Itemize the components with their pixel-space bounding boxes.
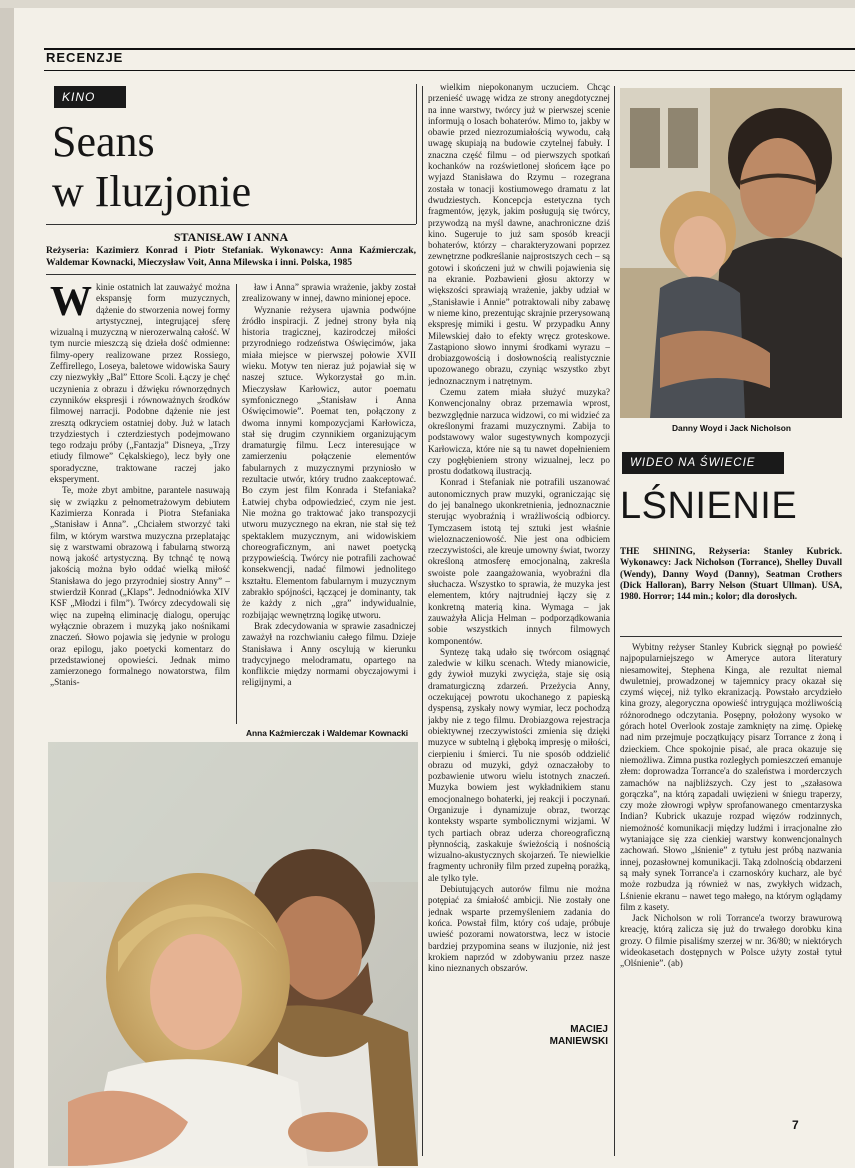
article2-credits: THE SHINING, Reżyseria: Stanley Kubrick. Wykonawcy: Jack Nicholson (Torrance), Shelley Duvall (Wendy), Danny Woyd (Danny), Seatman Crothers (Dick Halloran), Barry Nelson (Stuart Ullman). USA, 1980. Horror; 144 min.; kolor; dla dorosłych. [620,546,842,602]
author-first-name: MACIEJ [570,1024,608,1035]
paragraph: ław i Anna” sprawia wrażenie, jakby został zrealizowany w innej, dawno minionej epoce. [242,282,416,304]
article1-column-1-text [50,282,230,689]
film-still-photo-couple [48,742,418,1166]
article1-column-3 [428,82,610,1017]
paragraph: wielkim niepokonanym uczuciem. Chcąc przenieść uwagę widza ze strony anegdotycznej na inne warstwy, twórcy już w pierwszej scenie informują o losach bohaterów. Mimo to, jakby w obawie przed niezrozumiałością wywodu, całą uwagę skupiają na budowie czytelnej fabuły. I znaczna część filmu – od pierwszych spotkań kochanków na rozświetlonej słońcem łące po wyjazd Stanisława do Rzymu – rozegrana została w tonacji kostiumowego dramatu z lat dwudziestych. Koncepcja estetyczna tych fragmentów, język, jakim posługują się twórcy, przywodzą na myśl dawne, anachroniczne dziś kino. Sugeruje to już sam sposób kreacji bohaterów, którzy – charakteryzowani poprzez zewnętrzne podkreślanie najprostszych cech – są gotowi i skończeni już w chwili pojawienia się na ekranie. Pozbawieni głosu aktorzy w większości sprawiają wrażenie, jakby udział w „Stanisławie i Annie” potraktowali niby zabawę w nieme kino, prezentując skrajnie przerysowaną ekspresję mimiki i gestu. W przypadku Anny Milewskiej dało to efekty wręcz groteskowe. Zastąpiono słowo innymi środkami wyrazu – drobiazgowością i dosłownością realistycznie upozowanego obrazu, czyniąc wszystko zbyt jednoznacznym i natrętnym. [428,82,610,386]
article1-author [520,1024,608,1048]
column-divider-1 [236,284,237,724]
paragraph: Czemu zatem miała służyć muzyka? Konwencjonalny obraz przemawia wprost, bezwzględnie narzuca widzowi, co mi widzieć za określonymi frazami muzycznymi. Zabija to podstawowy walor sugestywnych kompozycji Karłowicza, które nie są tu nawet dopełnieniem czy pogłębieniem strony wizualnej, lecz po prostu dodatkową ilustracją. [428,387,610,477]
article1-film-title: STANISŁAW I ANNA [173,230,289,244]
article1-dropcap: W [50,282,92,325]
article2-photo-caption: Danny Woyd i Jack Nicholson [672,423,791,433]
article1-title-line2: w Iluzjonie [52,167,252,216]
section-header: RECENZJE [46,50,124,65]
paragraph: Te, może zbyt ambitne, parantele nasuwają się w związku z pełnometrażowym debiutem Kazimierza Konrada i Piotra Stefaniaka „Stanisław i Anna”. „Chciałem stworzyć taki film, w którym warstwa muzyczna przeplatając się z warstwami obrazową i fabularną stworzą nową jakość artystyczną. By tchnąć tę nową jakością można było oddać wielką miłość Stanisława do jego przyrodniej siostry Anny” – stwierdził Konrad („Klaps”. Jednodniówka XIV KSF „Młodzi i film”). Twórcy zdecydowali się więc na zupełną eliminację dialogu, operując wyłącznie obrazem i muzyką jako nośnikami znaczeń. Słowo pojawia się jedynie w prologu oraz epilogu, jako poetycki komentarz do przedstawionej opowieści. Jednak mimo zamierzonego formalnego nowatorstwa, film „Stanis- [50,485,230,688]
article2-body-text [620,642,842,970]
paragraph: Jack Nicholson w roli Torrance'a tworzy brawurową kreację, którą zalicza się już do trwałego dorobku kina grozy. O filmie pisaliśmy szerzej w nr. 36/80; w niektórych wideokasetach dostępnych w Polsce użyty został tytuł „Olśnienie”. (ab) [620,913,842,969]
paragraph: kinie ostatnich lat zauważyć można ekspansję form muzycznych, dążenie do stworzenia nowej formy artystycznej, integrującej sferę wizualną i muzyczną w nierozerwalną całość. W tym nurcie mieszczą się dzieła dość odmienne: filmy-opery realizowane przez Rossiego, Zeffirellego, Loseya, baletowe widowiska Saury czy niezwykły „Bal” Ettore Scoli. Łączy je chęć uczynienia z obrazu i dźwięku równorzędnych czynników ekspresji i równoważnych środków filmowej narracji. Podobne dążenie nie jest zresztą odkryciem ostatniej doby. Już w latach trzydziestych i czterdziestych podejmowano tego rodzaju próby („Fantazja” Disneya, „Trzy etiudy filmowe” Cękalskiego), lecz były one sporadyczne, traktowane raczej jako eksperyment. [50,282,230,485]
page-number: 7 [792,1118,799,1132]
title-box-bottom-rule [46,224,416,225]
article2-credits-rule [620,636,842,637]
author-last-name: MANIEWSKI [549,1036,608,1047]
credits-rule [46,274,416,275]
column-divider-2 [422,86,423,1156]
paragraph: Wyznanie reżysera ujawnia podwójne źródło inspiracji. Z jednej strony była nią historia tragicznej, kazirodczej miłości przyrodniego rodzeństwa Oświęcimów, jaka miała miejsce w pierwszej połowie XVII wieku. Motyw ten nieraz już pojawiał się w naszej sztuce. Wykorzystał go m.in. Mieczysław Karłowicz, autor poematu symfonicznego „Stanisław i Anna Oświęcimowie”. Poemat ten, połączony z dwoma innymi kompozycjami Karłowicza, stał się drugim czynnikiem organizującym dramaturgię filmu. Lecz interesujące w zamierzeniu połączenie elementów fabularnych z muzycznymi przyniosło w rezultacie utwór, który trudno zaakceptować. Bo czym jest film Konrada i Stefaniaka? Łatwiej chyba odpowiedzieć, czym nie jest. Nie można go traktować jako transpozycji utworu muzycznego na ekran, nie stał się też spektaklem muzycznym, ani widowiskiem choreograficznym, ani nawet poetycką przypowieścią. Twórcy nie potrafili zachować konsekwencji, nadać filmowi jednolitego kształtu. Elementom fabularnym i muzycznym zabrakło spójności, łączącej je dominanty, tak że każdy z nich „gra” indywidualnie, rozbijając wewnętrzną logikę utworu. [242,304,416,620]
paragraph: Debiutujących autorów filmu nie można potępiać za śmiałość ambicji. Nie zostały one jednak wsparte przemyśleniem zadania do końca. Powstał film, który coś udaje, próbuje uwieść pozorami nowatorstwa, lecz w istocie bardziej przypomina seans w iluzjonie, niż jest krokiem naprzód w zdobywaniu przez nasze kino nieznanych obszarów. [428,884,610,974]
article2-title: LŚNIENIE [620,485,798,527]
column-divider-3 [614,86,615,1156]
paragraph: Wybitny reżyser Stanley Kubrick sięgnął po powieść najpopularniejszego w Ameryce autora literatury niesamowitej, Stephena Kinga, ale rezultat niemal dwuletniej, prowadzonej w tajemnicy pracy okazał się czymś więcej, niż tylko ekranizacją. Powstało arcydzieło kina grozy, alegoryczna opowieść intrygująca możliwością różnorodnego odczytania. Posępny, położony wysoko w górach hotel Overlook zostaje zamknięty na zimę. Opiekę nad nim przejmuje początkujący pisarz Torrance z żoną i dzieckiem. Chce spokojnie pisać, ale praca okazuje się niemożliwa. Zimna pustka rozległych pomieszczeń emanuje złem: doprowadza Torrance'a do szaleństwa i morderczych zamachów na najbliższych. Czy jest to „szałasowa gorączka”, na którą zapadali uwięzieni w śniegu traperzy, czy może złowrogi wpływ sprofanowanego cmentarzyska Indian? Kubrick ukazuje rozpad więzów rodzinnych, niemożność komunikacji między ludźmi i irracjonalne zło wytaniające się zza cienkiej warstwy konwencjonalnych zachowań. Słowo „lśnienie” z tytułu jest próbą nazwania innej, pozasłownej komunikacji. Taką zdolnością obdarzeni są mały synek Torrance'a i czarnoskóry kucharz, ale być może rozbudza ją również w nas, zwykłych widzach, Lśnienie ekranu – nawet tego małego, na którym oglądamy film z kasety. [620,642,842,912]
header-rule [44,48,855,50]
article1-credits: Reżyseria: Kazimierz Konrad i Piotr Stefaniak. Wykonawcy: Anna Kaźmierczak, Waldemar Kownacki, Mieczysław Voit, Anna Milewska i inni. Polska, 1985 [46,245,416,268]
paragraph: Syntezę taką udało się twórcom osiągnąć zaledwie w kilku scenach. Wtedy mianowicie, gdy żywioł muzyki zwycięża, staje się osią dramaturgiczną zdarzeń. Przeżycia Anny, oczekującej powrotu ukochanego z papieską dyspensą, zyskały nowy wymiar, lecz pochodzą jakby nie z tego filmu. Drobiazgowa rejestracja obiektywnej rzeczywistości zmienia się dzięki muzyce w subtelną i głęboką impresję o miłości, cierpieniu i śmierci. Tu nie sposób oddzielić obrazu od muzyki, gdyż oznaczałoby to pozbawienie utworu wielu istotnych znaczeń. Muzyka bowiem jest wykładnikiem stanu emocjonalnego bohaterki, jej reakcji i poczynań. Organizuje i dynamizuje obraz, tworząc konteksty wsparte symbolicznymi wizjami. W tych partiach obraz uderza choreograficzną płynnością, zaskakuje świeżością i nośnością wizualno-akustycznych skojarzeń. Te niewielkie fragmenty uchroniły film przed zupełną porażką, ale tylko tyle. [428,646,610,883]
paragraph: Brak zdecydowania w sprawie zasadniczej zaważył na rozchwianiu całego filmu. Dzieje Stanisława i Anny oscylują w kierunku tradycyjnego melodramatu, opartego na konflikcie między normami obyczajowymi i religijnymi, a [242,620,416,688]
header-rule-thin [44,70,855,71]
article2-kicker: WIDEO NA ŚWIECIE [622,452,784,474]
article1-column-2 [242,282,416,728]
article1-photo-caption: Anna Kaźmierczak i Waldemar Kownacki [246,728,409,738]
paragraph: Konrad i Stefaniak nie potrafili uszanować autonomicznych praw muzyki, ograniczając się do jej banalnego ukonkretnienia, jednoznacznie sterując wyobraźnią i wrażliwością odbiorcy. Tymczasem istotą tej sztuki jest właśnie wieloznaczeniowość. Nie jest ona odbiciem rzeczywistości, ale kreuje umowny świat, tworzy określoną atmosferę emocjonalną, zakreśla swoiste pole zaangażowania, wyobraźni dla słuchacza. Wszystko to sprawia, że muzyka jest elementem, który najtrudniej łączy się z konkretną materią kina. Wymaga – jak zauważyła Alicja Helman – podporządkowania sobie wszystkich innych filmowych komponentów. [428,477,610,646]
article2-body [620,642,842,1138]
article1-column-1 [50,282,230,728]
article1-column-3-text [428,82,610,974]
film-still-photo-shining [620,88,842,418]
article1-kicker: KINO [54,86,126,108]
page-edge-left [0,0,14,1168]
article1-column-2-text [242,282,416,689]
title-box-right-rule [416,84,417,224]
article1-title-line1: Seans [52,117,155,166]
page-edge-top [0,0,855,8]
